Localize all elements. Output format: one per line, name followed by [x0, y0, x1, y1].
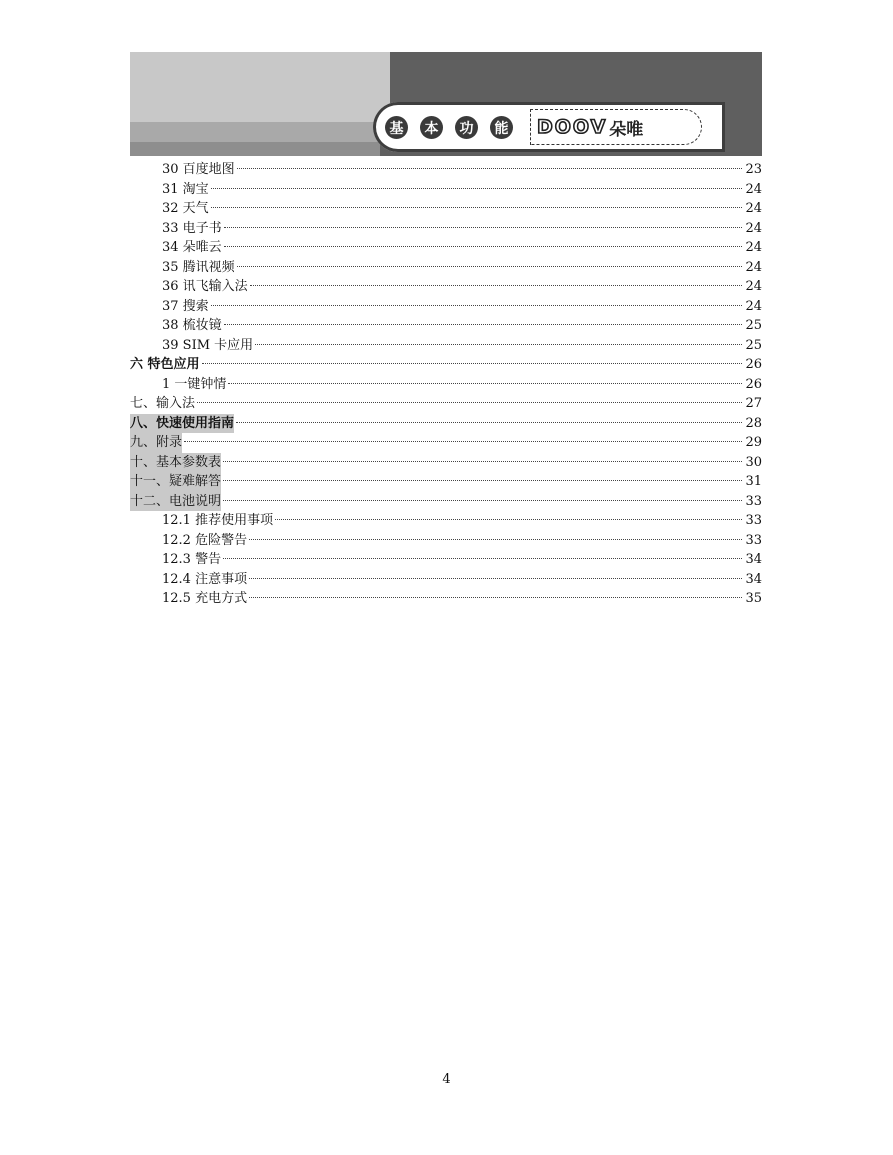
- toc-entry-page: 26: [745, 357, 762, 372]
- section-title-char: 本: [420, 116, 443, 139]
- toc-entry-label: 38 梳妆镜: [162, 318, 222, 333]
- toc-entry-page: 23: [745, 162, 762, 177]
- toc-entry-label: 12.2 危险警告: [162, 532, 248, 548]
- toc-entry-page: 24: [745, 220, 762, 236]
- toc-entry-page: 25: [745, 318, 762, 333]
- toc-dot-leader: [223, 486, 742, 501]
- section-title-char: 功: [455, 116, 478, 139]
- section-title-char: 能: [490, 116, 513, 139]
- toc-entry-label: 31 淘宝: [162, 181, 209, 197]
- section-title: [385, 116, 513, 139]
- toc-entry-page: 30: [745, 454, 762, 470]
- toc-dot-leader: [223, 466, 742, 481]
- toc-entry-label: 39 SIM 卡应用: [162, 337, 254, 353]
- toc-entry-label: 12.1 推荐使用事项: [162, 513, 274, 528]
- toc-entry-page: 34: [745, 571, 762, 587]
- toc-dot-leader: [202, 349, 742, 364]
- section-title-char: 基: [385, 116, 408, 139]
- toc-entry-label: 37 搜索: [162, 298, 209, 314]
- toc-entry-page: 26: [745, 376, 762, 392]
- toc-dot-leader: [236, 408, 742, 423]
- toc-entry-page: 24: [745, 201, 762, 216]
- toc-entry-label: 32 天气: [162, 201, 209, 216]
- toc-entry-label: 十、基本参数表: [130, 453, 221, 473]
- toc-entry-label: 33 电子书: [162, 220, 222, 236]
- toc-entry-page: 24: [745, 181, 762, 197]
- toc-dot-leader: [224, 232, 742, 247]
- toc-dot-leader: [223, 544, 742, 559]
- toc-entry-page: 35: [745, 591, 762, 606]
- toc-entry-label: 12.5 充电方式: [162, 591, 248, 606]
- toc-dot-leader: [237, 154, 742, 169]
- page-number: 4: [442, 1072, 451, 1087]
- toc-entry-page: 24: [745, 298, 762, 314]
- toc-dot-leader: [211, 193, 742, 208]
- toc-dot-leader: [197, 388, 742, 403]
- toc-dot-leader: [255, 330, 742, 345]
- toc-entry-page: 33: [745, 493, 762, 509]
- toc-entry-label: 36 讯飞输入法: [162, 279, 248, 294]
- toc-entry-page: 24: [745, 279, 762, 294]
- toc-entry[interactable]: [130, 587, 762, 607]
- brand-logo: DOOV: [537, 116, 608, 138]
- toc-dot-leader: [249, 583, 742, 598]
- toc-entry-label: 35 腾讯视频: [162, 259, 235, 275]
- banner-light-strip: [130, 122, 380, 142]
- banner-light-panel: [130, 52, 390, 122]
- toc-dot-leader: [211, 291, 742, 306]
- toc-entry-page: 24: [745, 240, 762, 255]
- brand-logo-box: [530, 109, 702, 145]
- toc-dot-leader: [223, 447, 742, 462]
- toc-dot-leader: [275, 505, 742, 520]
- toc-entry-label: 八、快速使用指南: [130, 414, 234, 434]
- table-of-contents: [130, 158, 762, 607]
- toc-entry-page: 31: [745, 474, 762, 489]
- brand-name: 朵唯: [609, 119, 644, 140]
- toc-entry-label: 12.4 注意事项: [162, 571, 248, 587]
- toc-dot-leader: [249, 564, 742, 579]
- toc-entry-label: 30 百度地图: [162, 162, 235, 177]
- toc-entry-page: 27: [745, 396, 762, 411]
- toc-dot-leader: [224, 310, 742, 325]
- toc-dot-leader: [211, 174, 742, 189]
- toc-entry-page: 29: [745, 435, 762, 450]
- toc-dot-leader: [249, 525, 742, 540]
- toc-entry-label: 1 一键钟情: [162, 376, 227, 392]
- toc-entry-label: 十一、疑难解答: [130, 472, 221, 492]
- toc-dot-leader: [224, 213, 742, 228]
- toc-entry-label: 十二、电池说明: [130, 492, 221, 512]
- toc-entry-page: 33: [745, 513, 762, 528]
- toc-dot-leader: [250, 271, 742, 286]
- toc-dot-leader: [184, 427, 742, 442]
- toc-entry-label: 九、附录: [130, 433, 182, 453]
- toc-entry-label: 七、输入法: [130, 396, 196, 411]
- toc-entry-page: 24: [745, 259, 762, 275]
- toc-entry-label: 六 特色应用: [130, 357, 200, 372]
- toc-dot-leader: [228, 369, 742, 384]
- toc-entry-label: 34 朵唯云: [162, 240, 222, 255]
- toc-dot-leader: [237, 252, 742, 267]
- toc-entry-page: 34: [745, 552, 762, 567]
- header-banner: [130, 52, 762, 156]
- toc-entry-label: 12.3 警告: [162, 552, 222, 567]
- toc-entry-page: 28: [745, 415, 762, 431]
- toc-entry-page: 33: [745, 532, 762, 548]
- toc-entry-page: 25: [745, 337, 762, 353]
